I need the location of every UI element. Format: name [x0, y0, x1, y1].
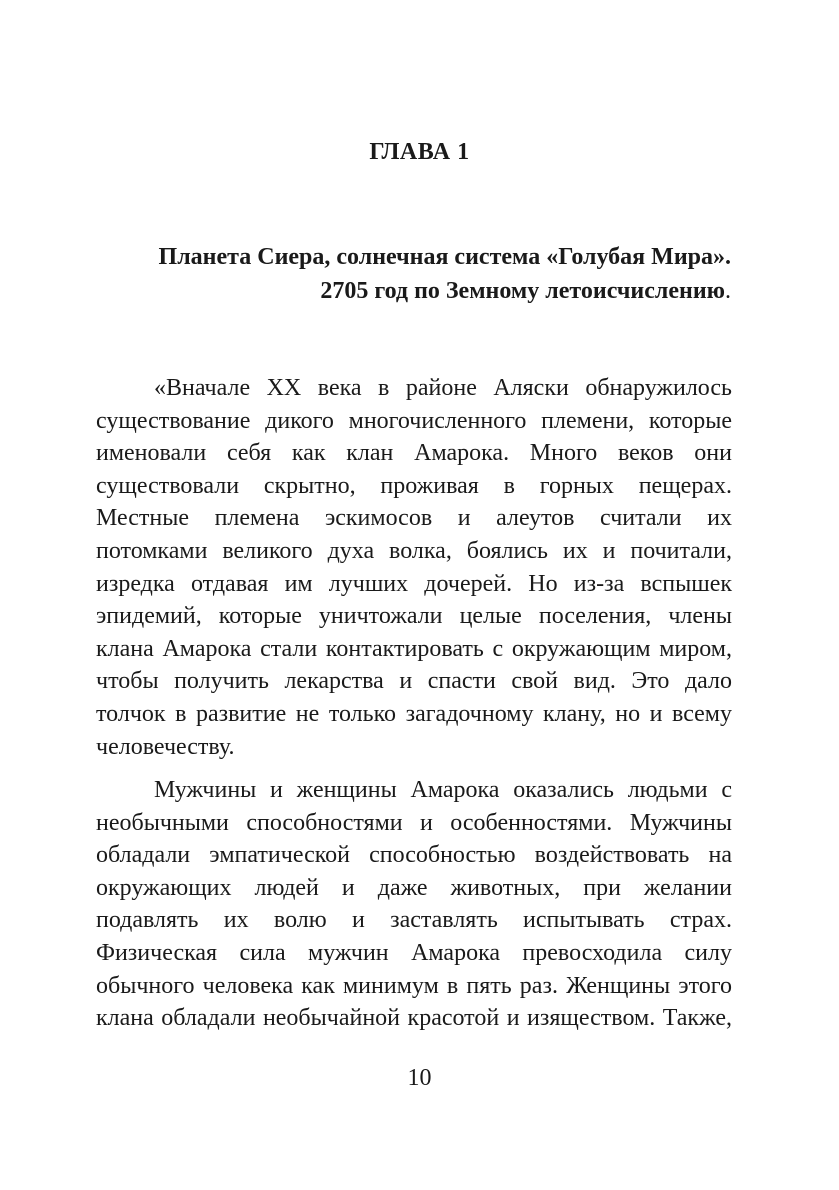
page-number: 10	[407, 1065, 432, 1091]
text-line: окружающих людей и даже животных, при желании	[96, 874, 732, 901]
text-line: Физическая сила мужчин Амарока превосходила силу	[96, 939, 732, 966]
chapter-title: ГЛАВА 1	[369, 139, 470, 165]
text-line: необычными способностями и особенностями. Мужчины	[96, 809, 732, 836]
text-line: Мужчины и женщины Амарока оказались людьми с	[154, 777, 732, 803]
text-line: существование дикого многочисленного племени, которые	[96, 407, 732, 434]
text-line: существовали скрытно, проживая в горных пещерах.	[96, 472, 732, 499]
text-line: клана обладали необычайной красотой и изяществом. Также,	[96, 1005, 732, 1032]
subtitle-line-1: Планета Сиера, солнечная система «Голубая Мира».	[158, 244, 731, 270]
text-line: клана Амарока стали контактировать с окружающим миром,	[96, 635, 732, 662]
chapter-subtitle	[96, 240, 731, 308]
text-line: человечеству.	[96, 733, 235, 760]
text-line: именовали себя как клан Амарока. Много веков они	[96, 440, 732, 467]
subtitle-line-2-period: .	[725, 278, 731, 304]
text-line: обычного человека как минимум в пять раз. Женщины этого	[96, 972, 732, 999]
text-line: эпидемий, которые уничтожали целые поселения, члены	[96, 603, 732, 630]
text-line: потомками великого духа волка, боялись их и почитали,	[96, 537, 732, 564]
subtitle-line-2-bold: 2705 год по Земному летоисчислению	[320, 278, 725, 304]
text-line: Местные племена эскимосов и алеутов считали их	[96, 505, 732, 532]
subtitle-line-2	[96, 274, 731, 308]
text-line: обладали эмпатической способностью воздействовать на	[96, 842, 732, 869]
text-line: «Вначале XX века в районе Аляски обнаружилось	[154, 375, 732, 401]
text-line: подавлять их волю и заставлять испытывать страх.	[96, 907, 732, 934]
text-line: толчок в развитие не только загадочному клану, но и всему	[96, 700, 732, 727]
paragraph-1	[96, 372, 732, 763]
paragraph-2	[96, 774, 732, 1035]
text-line: чтобы получить лекарства и спасти свой вид. Это дало	[96, 668, 732, 695]
text-line: изредка отдавая им лучших дочерей. Но из-за вспышек	[96, 570, 732, 597]
